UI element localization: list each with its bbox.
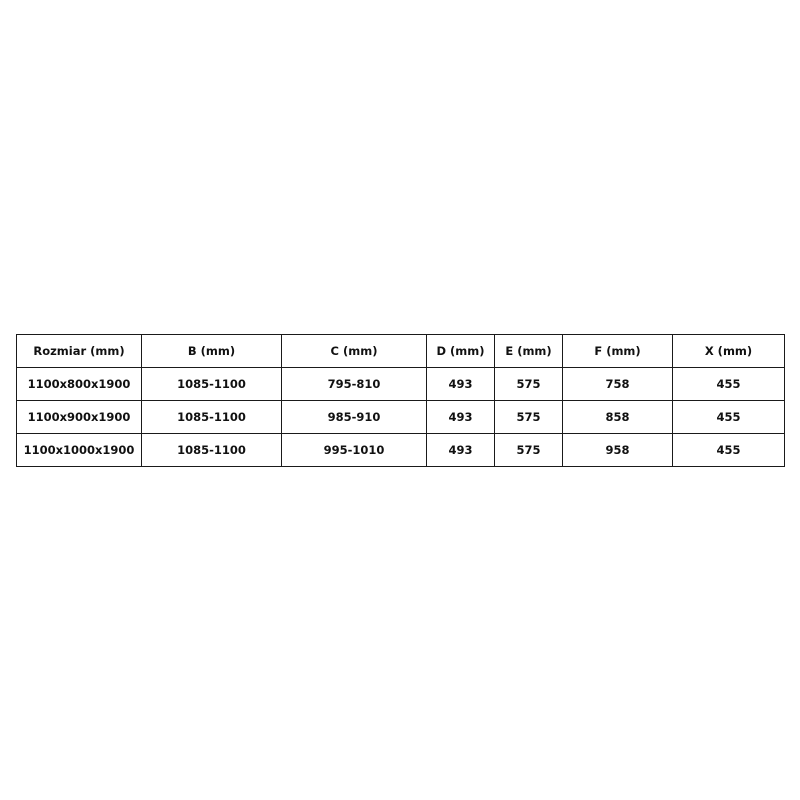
specification-table-container <box>16 334 784 467</box>
column-header-rozmiar: Rozmiar (mm) <box>17 335 142 368</box>
cell-x: 455 <box>673 401 785 434</box>
column-header-d: D (mm) <box>427 335 495 368</box>
table-body <box>17 368 785 467</box>
table-row <box>17 368 785 401</box>
cell-b: 1085-1100 <box>142 434 282 467</box>
cell-c: 795-810 <box>282 368 427 401</box>
cell-b: 1085-1100 <box>142 401 282 434</box>
table-row <box>17 434 785 467</box>
table-row <box>17 401 785 434</box>
cell-f: 858 <box>563 401 673 434</box>
cell-c: 985-910 <box>282 401 427 434</box>
column-header-e: E (mm) <box>495 335 563 368</box>
cell-c: 995-1010 <box>282 434 427 467</box>
cell-e: 575 <box>495 434 563 467</box>
table-header <box>17 335 785 368</box>
cell-e: 575 <box>495 368 563 401</box>
cell-d: 493 <box>427 401 495 434</box>
cell-d: 493 <box>427 434 495 467</box>
cell-rozmiar: 1100x1000x1900 <box>17 434 142 467</box>
cell-d: 493 <box>427 368 495 401</box>
cell-b: 1085-1100 <box>142 368 282 401</box>
cell-f: 758 <box>563 368 673 401</box>
cell-rozmiar: 1100x900x1900 <box>17 401 142 434</box>
column-header-f: F (mm) <box>563 335 673 368</box>
cell-e: 575 <box>495 401 563 434</box>
cell-x: 455 <box>673 434 785 467</box>
cell-f: 958 <box>563 434 673 467</box>
column-header-x: X (mm) <box>673 335 785 368</box>
specification-table <box>16 334 785 467</box>
cell-rozmiar: 1100x800x1900 <box>17 368 142 401</box>
table-header-row <box>17 335 785 368</box>
column-header-b: B (mm) <box>142 335 282 368</box>
cell-x: 455 <box>673 368 785 401</box>
column-header-c: C (mm) <box>282 335 427 368</box>
